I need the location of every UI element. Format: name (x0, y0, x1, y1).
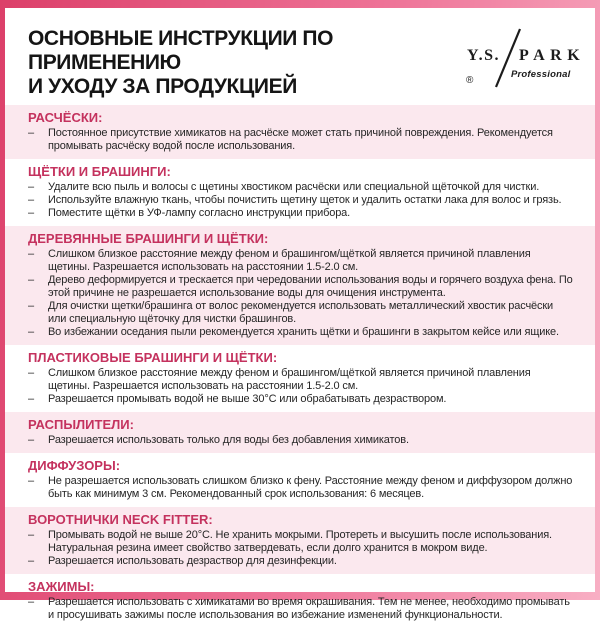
section-heading: ДЕРЕВЯННЫЕ БРАШИНГИ И ЩЁТКИ: (28, 231, 269, 246)
section-diffusers (5, 453, 595, 507)
list-item (28, 207, 573, 220)
section-clips (5, 574, 595, 628)
bullet-text: Слишком близкое расстояние между феном и брашингом/щёткой является причиной плавления щетины. Разрешается использовать на расстоянии 1.5-2.0 см. (48, 367, 531, 392)
list-item (28, 127, 573, 153)
bullet-text: Разрешается использовать только для воды без добавления химикатов. (48, 434, 409, 446)
list-item (28, 596, 573, 622)
list-item (28, 393, 573, 406)
registered-trademark-icon: ® (466, 75, 474, 86)
bullet-dash: – (28, 475, 35, 487)
section-sprayers (5, 412, 595, 453)
section-heading: ПЛАСТИКОВЫЕ БРАШИНГИ И ЩЁТКИ: (28, 350, 278, 365)
page-title-line2: И УХОДУ ЗА ПРОДУКЦИЕЙ (28, 75, 297, 98)
list-item (28, 181, 573, 194)
bullet-dash: – (28, 434, 35, 446)
list-item (28, 434, 573, 447)
list-item (28, 475, 573, 501)
logo-ys-text: Y.S. (467, 47, 500, 64)
bullet-text: Промывать водой не выше 20°C. Не хранить мокрыми. Протереть и высушить после использования. Натуральная резина имеет свойство затвердевать, если долго хранится в мокром виде. (48, 529, 552, 554)
bullet-text: Дерево деформируется и трескается при чередовании использования воды и горячего воздуха фена. По этой причине не разрешается использование воды для очищения инструмента. (48, 274, 573, 299)
bullet-text: Разрешается использовать дезраствор для дезинфекции. (48, 555, 337, 567)
section-neck-fitter (5, 507, 595, 574)
page-title (28, 27, 461, 99)
page-title-line1: ОСНОВНЫЕ ИНСТРУКЦИИ ПО ПРИМЕНЕНИЮ (28, 27, 334, 74)
bullet-dash: – (28, 194, 35, 206)
bullet-dash: – (28, 529, 35, 541)
bullet-dash: – (28, 596, 35, 608)
bullet-dash: – (28, 207, 35, 219)
section-wooden-brushes (5, 226, 595, 345)
section-heading: РАСПЫЛИТЕЛИ: (28, 417, 134, 432)
bullet-dash: – (28, 367, 35, 379)
bullet-dash: – (28, 555, 35, 567)
section-heading: РАСЧЁСКИ: (28, 110, 103, 125)
list-item (28, 300, 573, 326)
bullet-dash: – (28, 393, 35, 405)
list-item (28, 194, 573, 207)
list-item (28, 248, 573, 274)
bullet-dash: – (28, 274, 35, 286)
header (5, 8, 595, 105)
logo-professional-text: Professional (511, 69, 571, 80)
section-plastic-brushes (5, 345, 595, 412)
list-item (28, 326, 573, 339)
list-item (28, 274, 573, 300)
bullet-text: Не разрешается использовать слишком близко к фену. Расстояние между феном и диффузором должно быть как минимум 3 см. Рекомендованный срок использования: 6 месяцев. (48, 475, 573, 500)
section-combs (5, 105, 595, 159)
bullet-dash: – (28, 181, 35, 193)
list-item (28, 529, 573, 555)
bullet-text: Во избежании оседания пыли рекомендуется хранить щётки и брашинги в закрытом кейсе или ящике. (48, 326, 559, 338)
brand-logo (461, 31, 586, 87)
bullet-text: Поместите щётки в УФ-лампу согласно инструкции прибора. (48, 207, 351, 219)
bullet-dash: – (28, 326, 35, 338)
section-heading: ДИФФУЗОРЫ: (28, 458, 121, 473)
bullet-text: Разрешается промывать водой не выше 30°C или обрабатывать дезраствором. (48, 393, 447, 405)
bullet-text: Удалите всю пыль и волосы с щетины хвостиком расчёски или специальной щёточкой для чистки. (48, 181, 540, 193)
instruction-sheet (5, 8, 595, 621)
section-heading: ВОРОТНИЧКИ NECK FITTER: (28, 512, 213, 527)
bullet-dash: – (28, 300, 35, 312)
section-brushes (5, 159, 595, 226)
bullet-text: Постоянное присутствие химикатов на расчёске может стать причиной повреждения. Рекомендуется промывать расчёску водой после использования. (48, 127, 553, 152)
bullet-text: Слишком близкое расстояние между феном и брашингом/щёткой является причиной плавления щетины. Разрешается использовать на расстоянии 1.5-2.0 см. (48, 248, 531, 273)
section-heading: ЗАЖИМЫ: (28, 579, 95, 594)
list-item (28, 367, 573, 393)
bullet-text: Разрешается использовать с химикатами во время окрашивания. Тем не менее, необходимо промывать и просушивать зажимы после использования во избежание изменений функциональности. (48, 596, 570, 621)
bullet-text: Используйте влажную ткань, чтобы почистить щетину щеток и удалить остатки лака для волос и грязь. (48, 194, 562, 206)
list-item (28, 555, 573, 568)
logo-park-text: PARK (519, 47, 586, 64)
bullet-text: Для очистки щетки/брашинга от волос рекомендуется использовать металлический хвостик расчёски или специальную щёточку для чистки брашингов. (48, 300, 554, 325)
section-heading: ЩЁТКИ И БРАШИНГИ: (28, 164, 171, 179)
bullet-dash: – (28, 127, 35, 139)
bullet-dash: – (28, 248, 35, 260)
